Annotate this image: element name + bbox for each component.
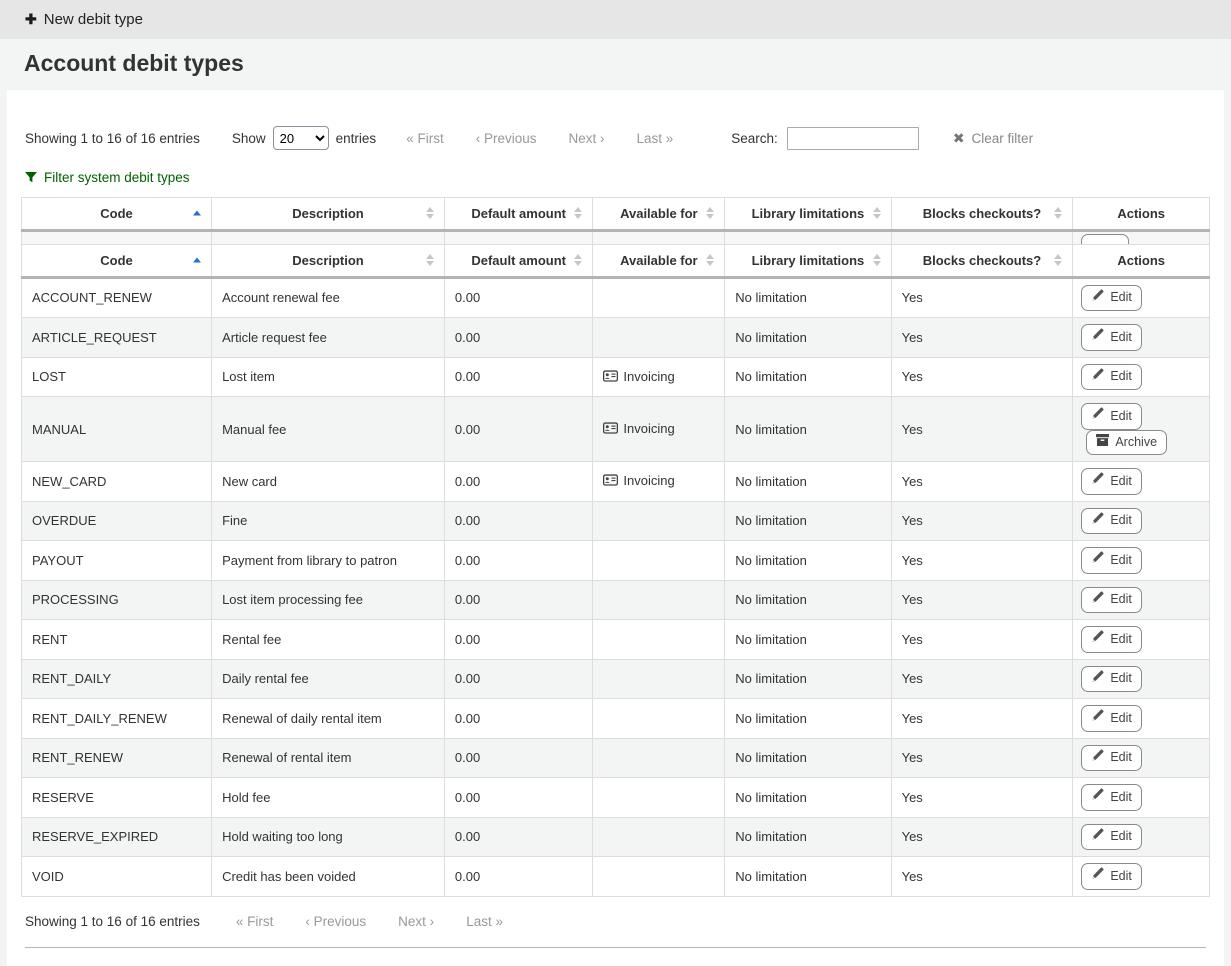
cell-actions [1073,501,1210,541]
table-controls [14,126,1217,150]
column-label: Library limitations [751,252,865,268]
cell-blocks-checkouts: Yes [891,699,1073,739]
pencil-icon [1091,788,1104,807]
cell-available-for [593,699,725,739]
sort-up-arrow [193,258,201,263]
cell-blocks-checkouts: Yes [891,620,1073,660]
cell-code: LOST [22,357,212,397]
edit-button-payout[interactable] [1081,547,1142,574]
cell-code: RENT_DAILY [22,659,212,699]
cell-library-limitations: No limitation [725,277,891,318]
cell-code: ARTICLE_REQUEST [22,318,212,358]
pagination-bottom [236,914,535,929]
cell-actions [1073,817,1210,857]
pencil-icon [1091,670,1104,689]
available-for-label: Invoicing [623,368,675,384]
column-label: Code [100,205,133,221]
sort-down-arrow [574,214,582,219]
table-row-new-card [22,462,1210,502]
edit-button-rent-daily-renew[interactable] [1081,705,1142,732]
show-label: Show [231,130,266,146]
pagination-first[interactable]: « First [235,913,274,929]
sort-down-arrow [873,261,881,266]
cell-actions [1073,462,1210,502]
cell-default-amount: 0.00 [444,659,593,699]
table-row-article-request [22,318,1210,358]
pencil-icon [1091,328,1104,347]
column-label: Description [292,205,364,221]
cell-available-for [593,357,725,397]
cell-description: Fine [212,501,445,541]
sort-both-icon [706,207,714,219]
sort-ascending-icon [193,258,201,263]
cell-description: Account renewal fee [212,277,445,318]
cell-default-amount: 0.00 [444,277,593,318]
cell-blocks-checkouts: Yes [891,541,1073,581]
available-for-label: Invoicing [623,421,675,436]
sort-down-arrow [873,214,881,219]
column-header-actions-top [1073,197,1210,230]
cell-default-amount: 0.00 [444,580,593,620]
cell-description: Lost item processing fee [212,580,445,620]
column-header-default-amount-repeat[interactable] [444,244,593,277]
top-toolbar [0,0,1231,39]
sort-up-arrow [193,211,201,216]
cell-actions [1073,659,1210,699]
cell-library-limitations: No limitation [725,778,891,818]
sort-up-arrow [706,254,714,259]
table-row-processing [22,580,1210,620]
column-label: Code [100,252,133,268]
cell-available-for [593,857,725,897]
column-label: Blocks checkouts? [922,205,1042,221]
edit-button-rent-renew[interactable] [1081,745,1142,772]
entries-label: entries [335,130,377,146]
cell-library-limitations: No limitation [725,580,891,620]
cell-code: OVERDUE [22,501,212,541]
sort-down-arrow [426,261,434,266]
cell-blocks-checkouts: Yes [891,778,1073,818]
pencil-icon [1091,749,1104,768]
cell-description: Rental fee [212,620,445,660]
sort-down-arrow [426,214,434,219]
sort-up-arrow [574,207,582,212]
edit-button-processing[interactable] [1081,587,1142,614]
column-label: Blocks checkouts? [922,252,1042,268]
button-label: Edit [1110,408,1132,423]
column-label: Default amount [471,205,566,221]
column-header-library-limitations-repeat[interactable] [725,244,891,277]
button-label: Edit [1110,710,1132,725]
archive-box-icon [1096,434,1109,452]
search-control [731,127,919,150]
pencil-icon [1091,551,1104,570]
cell-description: Manual fee [212,397,445,462]
column-label: Default amount [471,252,566,268]
edit-button-reserve[interactable] [1081,784,1142,811]
filter-funnel-icon [25,172,37,184]
table-row-payout [22,541,1210,581]
filter-link-label: Filter system debit types [44,170,190,185]
cell-library-limitations: No limitation [725,659,891,699]
button-label: Edit [1110,473,1132,488]
sort-up-arrow [873,254,881,259]
edit-button-reserve-expired[interactable] [1081,824,1142,851]
pencil-icon [1091,368,1104,387]
cell-description: Payment from library to patron [212,541,445,581]
clipped-cell [1073,230,1210,244]
clipped-actions [1073,232,1209,244]
cell-blocks-checkouts: Yes [891,501,1073,541]
cell-code: PAYOUT [22,541,212,581]
table-row-overdue [22,501,1210,541]
table-row-account-renew [22,277,1210,318]
sort-down-arrow [706,261,714,266]
edit-button-rent[interactable] [1081,626,1142,653]
pencil-icon [1091,472,1104,491]
entries-info-bottom: Showing 1 to 16 of 16 entries [25,913,200,929]
cell-actions [1073,857,1210,897]
cell-code: RENT_RENEW [22,738,212,778]
cell-description: New card [212,462,445,502]
cell-default-amount: 0.00 [444,699,593,739]
sort-up-arrow [426,254,434,259]
button-label: Edit [1110,671,1132,685]
button-label: Edit [1110,829,1132,843]
table-row-rent [22,620,1210,660]
cell-code: ACCOUNT_RENEW [22,277,212,318]
cell-library-limitations: No limitation [725,318,891,358]
button-label: Edit [1110,789,1132,804]
cell-available-for [593,659,725,699]
sort-both-icon [426,207,434,219]
column-header-code-top[interactable] [22,197,212,230]
cell-actions [1073,397,1210,462]
cell-code: MANUAL [22,397,212,462]
clear-filter-button[interactable] [953,131,1033,146]
column-header-actions-repeat [1073,244,1210,277]
cell-library-limitations: No limitation [725,462,891,502]
clipped-cell [891,230,1073,244]
edit-button-new-card[interactable] [1081,468,1142,495]
pagination-last[interactable]: Last » [636,130,674,146]
clipped-cell [725,230,891,244]
cell-actions [1073,738,1210,778]
sort-both-icon [426,254,434,266]
sort-both-icon [1054,254,1062,266]
button-label: Edit [1110,369,1132,383]
cell-code: RENT_DAILY_RENEW [22,699,212,739]
edit-button-account-renew[interactable] [1081,285,1142,312]
cell-blocks-checkouts: Yes [891,738,1073,778]
pencil-icon [1091,630,1104,649]
pagination-last[interactable]: Last » [466,913,503,929]
cell-actions [1073,318,1210,358]
column-header-available-for-top[interactable] [593,197,725,230]
sort-up-arrow [574,254,582,259]
cell-library-limitations: No limitation [725,397,891,462]
cell-actions [1073,620,1210,660]
cell-actions [1073,541,1210,581]
column-label: Available for [620,252,698,268]
cell-available-for [593,817,725,857]
cell-library-limitations: No limitation [725,857,891,897]
sort-down-arrow [706,214,714,219]
cell-available-for [593,318,725,358]
cell-default-amount: 0.00 [444,541,593,581]
filter-system-debit-types-link[interactable] [25,170,190,185]
invoicing-card-icon [603,370,618,385]
cell-available-for [593,778,725,818]
cell-library-limitations: No limitation [725,817,891,857]
pencil-icon [1091,591,1104,610]
table-row-rent-daily-renew [22,699,1210,739]
table-clipped-row-band [22,230,1210,244]
sort-ascending-icon [193,211,201,216]
button-label: Edit [1110,329,1132,344]
sort-both-icon [1054,207,1062,219]
button-label: Edit [1110,592,1132,606]
cell-blocks-checkouts: Yes [891,857,1073,897]
edit-button-rent-daily[interactable] [1081,666,1142,693]
cell-code: PROCESSING [22,580,212,620]
button-label: Edit [1110,631,1132,646]
cell-actions [1073,778,1210,818]
pagination-top [406,131,705,146]
cell-default-amount: 0.00 [444,857,593,897]
column-label: Actions [1117,205,1165,221]
pencil-icon [1091,828,1104,847]
pencil-icon [1091,512,1104,531]
sort-both-icon [574,207,582,219]
table-row-rent-daily [22,659,1210,699]
cell-default-amount: 0.00 [444,778,593,818]
cell-blocks-checkouts: Yes [891,462,1073,502]
cell-available-for [593,620,725,660]
cell-library-limitations: No limitation [725,501,891,541]
pagination-next[interactable]: Next › [568,130,605,146]
cell-description: Lost item [212,357,445,397]
button-label: Edit [1110,750,1132,764]
column-header-blocks-checkouts-repeat[interactable] [891,244,1073,277]
cell-actions [1073,580,1210,620]
sort-down-arrow [1054,214,1062,219]
entries-info-top: Showing 1 to 16 of 16 entries [25,130,200,146]
column-label: Library limitations [751,205,865,221]
new-debit-type-label: New debit type [43,11,143,28]
cell-available-for [593,541,725,581]
column-header-available-for-repeat[interactable] [593,244,725,277]
sort-both-icon [873,207,881,219]
cell-default-amount: 0.00 [444,620,593,660]
sort-up-arrow [1054,254,1062,259]
table-row-reserve-expired [22,817,1210,857]
cell-library-limitations: No limitation [725,699,891,739]
column-label: Actions [1117,252,1165,268]
sort-both-icon [706,254,714,266]
button-label: Edit [1110,513,1132,527]
page-title: Account debit types [24,50,244,76]
cell-code: VOID [22,857,212,897]
cell-available-for [593,462,725,502]
debit-types-table-wrap [14,197,1217,897]
table-row-rent-renew [22,738,1210,778]
cell-actions [1073,699,1210,739]
clear-x-icon: ✖ [952,130,965,146]
cell-library-limitations: No limitation [725,357,891,397]
column-header-code-repeat[interactable] [22,244,212,277]
edit-button-manual[interactable] [1081,403,1142,430]
table-header-primary [22,197,1210,230]
column-header-description-repeat[interactable] [212,244,445,277]
table-row-reserve [22,778,1210,818]
cell-description: Hold waiting too long [212,817,445,857]
sort-up-arrow [1054,207,1062,212]
clipped-row [22,230,1210,244]
cell-default-amount: 0.00 [444,357,593,397]
sort-down-arrow [1054,261,1062,266]
new-debit-type-button[interactable] [25,11,143,28]
sort-both-icon [574,254,582,266]
cell-code: RESERVE_EXPIRED [22,817,212,857]
cell-default-amount: 0.00 [444,397,593,462]
clipped-cell [212,230,445,244]
edit-button-lost[interactable] [1081,364,1142,391]
invoicing-card-icon [603,422,618,437]
table-footer [25,914,1206,929]
cell-library-limitations: No limitation [725,541,891,581]
button-label: Edit [1110,290,1132,304]
plus-icon: ✚ [25,11,37,27]
table-row-manual [22,397,1210,462]
edit-button-article-request[interactable] [1081,324,1142,351]
pencil-icon [1091,289,1104,308]
cell-available-for [593,580,725,620]
cell-default-amount: 0.00 [444,462,593,502]
main-panel [7,90,1224,966]
cell-description: Renewal of daily rental item [212,699,445,739]
sort-up-arrow [426,207,434,212]
clear-filter-label: Clear filter [971,130,1034,146]
clipped-cell [22,230,212,244]
cell-description: Daily rental fee [212,659,445,699]
cell-blocks-checkouts: Yes [891,357,1073,397]
cell-code: NEW_CARD [22,462,212,502]
cell-code: RENT [22,620,212,660]
page-length-control [232,126,376,150]
cell-actions [1073,277,1210,318]
cell-available-for [593,501,725,541]
sort-both-icon [873,254,881,266]
sort-up-arrow [873,207,881,212]
search-label: Search: [731,130,778,146]
cell-default-amount: 0.00 [444,817,593,857]
available-for-label: Invoicing [623,473,675,489]
table-header-secondary [22,244,1210,277]
header-row-repeat [22,244,1210,277]
cell-default-amount: 0.00 [444,501,593,541]
edit-button-clipped[interactable] [1081,234,1129,244]
table-row-lost [22,357,1210,397]
archive-button-manual[interactable] [1086,430,1167,456]
pagination-previous[interactable]: ‹ Previous [475,130,537,146]
cell-blocks-checkouts: Yes [891,277,1073,318]
column-label: Description [292,252,364,268]
sort-down-arrow [574,261,582,266]
sort-up-arrow [706,207,714,212]
cell-library-limitations: No limitation [725,620,891,660]
column-header-default-amount-top[interactable] [444,197,593,230]
cell-default-amount: 0.00 [444,738,593,778]
clipped-cell [444,230,593,244]
cell-blocks-checkouts: Yes [891,659,1073,699]
cell-available-for [593,277,725,318]
pagination-next[interactable]: Next › [398,913,435,929]
invoicing-card-icon [603,474,618,489]
search-input[interactable] [787,127,919,150]
button-label: Edit [1110,552,1132,567]
edit-button-void[interactable] [1081,863,1142,890]
pencil-icon [1091,867,1104,886]
cell-description: Renewal of rental item [212,738,445,778]
column-label: Available for [620,205,698,221]
cell-description: Credit has been voided [212,857,445,897]
pagination-first[interactable]: « First [406,130,444,146]
debit-types-table [21,197,1210,897]
cell-blocks-checkouts: Yes [891,580,1073,620]
button-label: Archive [1115,434,1158,449]
cell-available-for [593,738,725,778]
edit-button-overdue[interactable] [1081,508,1142,535]
pencil-icon [1091,407,1104,426]
button-label: Edit [1110,868,1132,883]
cell-default-amount: 0.00 [444,318,593,358]
cell-code: RESERVE [22,778,212,818]
cell-blocks-checkouts: Yes [891,318,1073,358]
filter-row [25,170,1206,187]
page-length-select[interactable] [273,126,329,150]
cell-blocks-checkouts: Yes [891,817,1073,857]
pencil-icon [1091,709,1104,728]
column-header-library-limitations-top[interactable] [725,197,891,230]
bottom-divider [25,947,1206,948]
cell-blocks-checkouts: Yes [891,397,1073,462]
cell-library-limitations: No limitation [725,738,891,778]
cell-description: Article request fee [212,318,445,358]
pagination-previous[interactable]: ‹ Previous [305,913,367,929]
column-header-description-top[interactable] [212,197,445,230]
table-row-void [22,857,1210,897]
cell-description: Hold fee [212,778,445,818]
cell-actions [1073,357,1210,397]
column-header-blocks-checkouts-top[interactable] [891,197,1073,230]
cell-available-for [593,397,725,462]
clipped-cell [593,230,725,244]
header-row-top [22,197,1210,230]
table-body [22,277,1210,896]
